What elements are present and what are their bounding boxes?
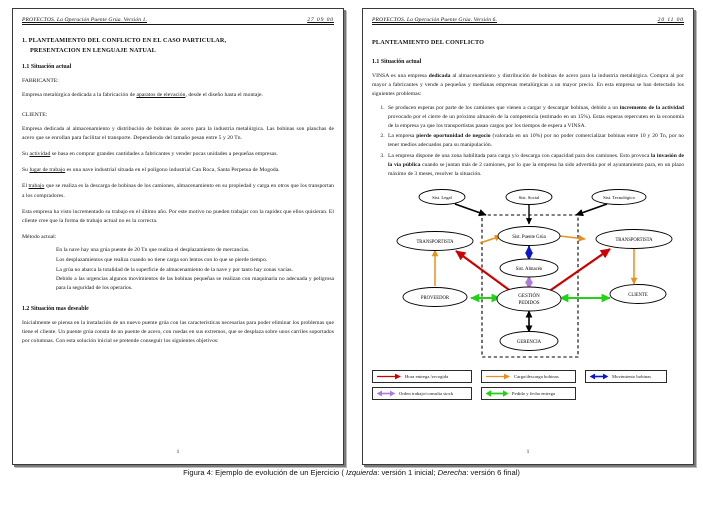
arrow-red-icon (376, 373, 402, 380)
metodo-actual-list (22, 246, 334, 294)
running-head-title: PROYECTOS. La Operación Puente Grúa. Versión 1. (22, 17, 148, 23)
running-head-title: PROYECTOS. La Operación Puente Grúa. Versión 6. (372, 17, 498, 23)
label-fabricante: FABRICANTE: (22, 78, 59, 85)
node-sist-almacen (500, 259, 558, 277)
para-frag: , desde el diseño hasta el montaje. (185, 92, 263, 99)
diagram-svg (372, 189, 684, 365)
paragraph-actividad (22, 150, 334, 159)
underlined-term-trabajo: trabajo (28, 183, 45, 190)
legend-label: Orden trabajo/consulta stock (399, 391, 454, 397)
list-item: En la nave hay una grúa puente de 20 Tn que realiza el desplazamiento de mercancías. (56, 246, 250, 253)
legend-item-movimiento (585, 370, 667, 383)
paragraph-lugar (22, 166, 334, 175)
document-page-left (12, 8, 344, 465)
system-context-diagram (372, 189, 684, 364)
document-page-right (362, 8, 694, 465)
item-frag: La empresa (388, 133, 417, 140)
para-frag: VINSA es una empresa (372, 72, 429, 79)
legend-label: Movimiento bobinas (612, 374, 652, 380)
node-transportista-izq (397, 232, 473, 251)
list-item (386, 132, 684, 150)
underlined-term-actividad: actividad (29, 151, 51, 158)
paragraph-deseable: Inicialmente se piensa en la instalación de un nuevo puente grúa con las características necesarias para poder eliminar los problemas que tiene el cliente. Un puente grúa consta de un puente de acero, con ruedas en sus extremos, que se desplaza sobre unos carriles soportados por columnas. Con esta solución inicial se pretende conseguir los siguientes objetivos: (22, 320, 334, 345)
para-frag: Su (22, 167, 30, 174)
problemas-list (372, 104, 684, 179)
edge-legal-to-system (455, 204, 486, 215)
page-right-content (372, 17, 684, 458)
legend-item-pedido-fecha (481, 387, 576, 400)
node-label-line1: GESTIÓN (518, 294, 540, 300)
node-label: Sist. Social (518, 195, 540, 201)
node-label-line2: PEDIDOS (518, 301, 540, 307)
page-title-line2: PRESENTACION EN LENGUAJE NATUAL (30, 46, 156, 54)
node-label: Sist. Puente Grúa (512, 235, 546, 241)
underlined-term-aparatos: aparatos de elevación (136, 92, 186, 99)
para-frag: se basa en comprar grandes cantidades a fabricantes y vender pocas unidades a pequeñas empresas. (50, 151, 278, 158)
section-heading-1-1: 1.1 Situación actual (22, 64, 72, 71)
node-transportista-der (596, 230, 672, 249)
paragraph-intro-vinsa (372, 72, 684, 99)
arrow-blue-double-icon (589, 373, 609, 380)
node-label: TRANSPORTISTA (615, 238, 653, 244)
running-head-left (22, 17, 334, 25)
bold-term: pierde oportunidad de negocio (416, 133, 491, 140)
node-gerencia (500, 332, 558, 351)
node-label: Sist. Legal (432, 195, 452, 201)
legend-label: Hora entrega /recogida (405, 374, 449, 380)
legend-label: Carga/descarga bobinas (514, 374, 559, 380)
paragraph-incremento: Esta empresa ha visto incrementado su trabajo en el último año. Por este motivo no pueden trabajar con la rapidez que ellos quisieran. El cliente cree que la forma de trabajo actual no es la correcta. (22, 208, 334, 224)
node-label: Sist. Tecnológico (603, 195, 635, 201)
bold-term-dedicada: dedicada (428, 72, 451, 79)
item-frag: (valorada en un 10%) por no poder comercializar bobinas entre 10 y 20 Tn, por no tener medios adecuados para su manipulación. (388, 133, 684, 149)
node-sist-tecnologico (592, 190, 646, 205)
node-label: Sist. Almacén (515, 267, 543, 273)
paragraph-fabricante (22, 91, 334, 100)
underlined-term-lugar: lugar de trabajo (29, 167, 66, 174)
running-head-right (372, 17, 684, 25)
para-frag: Su (22, 151, 30, 158)
figure-caption (0, 468, 703, 477)
list-item (386, 104, 684, 131)
legend-item-carga-descarga (481, 370, 576, 383)
node-label: TRANSPORTISTA (416, 240, 454, 246)
label-metodo-actual: Método actual: (22, 233, 57, 240)
node-sist-puente-grua (498, 227, 560, 246)
bold-term: incremento de la actividad (619, 104, 684, 111)
legend-label: Pedido y fecha entrega (512, 391, 556, 397)
arrow-purple-double-icon (376, 390, 396, 397)
legend-item-hora-entrega (372, 370, 472, 383)
caption-frag: : versión 1 inicial; (377, 468, 438, 477)
item-frag: Se producen esperas por parte de los camiones que vienen a cargar y descargar bobinas, debido a un (388, 104, 620, 111)
caption-frag: Figura 4: Ejemplo de evolución de un Ejercicio ( (183, 468, 346, 477)
bold-term: la invasión de la vía pública (388, 152, 684, 169)
running-head-date: 27 09 00 (307, 17, 334, 23)
node-label: PROVEEDOR (420, 296, 450, 302)
paragraph-trabajo (22, 182, 334, 200)
page-title-line1: 1. PLANTEAMIENTO DEL CONFLICTO EN EL CASO PARTICULAR, (22, 37, 227, 44)
para-frag: al almacenamiento y distribución de bobinas de acero para la industria metalúrgica. Compra al por mayor a fabricantes y vende a pequeñas y medianas empresas metalúrgicas a un mayor precio. En esta empresa se han detectado los siguientes problemas: (372, 72, 685, 97)
page-left-content (22, 17, 334, 458)
legend-item-orden-trabajo (372, 387, 472, 400)
edge-carga-grua-to-der (560, 236, 585, 239)
list-item (386, 152, 684, 179)
page-number-right: 1 (526, 449, 530, 455)
node-sist-social (506, 190, 552, 205)
caption-emphasis-izquierda: Izquierda (346, 468, 378, 477)
node-label: CLIENTE (628, 293, 648, 299)
legend-row-1 (372, 370, 684, 383)
node-sist-legal (419, 190, 465, 205)
caption-emphasis-derecha: Derecha (437, 468, 467, 477)
caption-frag: : versión 6 final) (466, 468, 520, 477)
list-item: Los desplazamientos que realiza cuando no tiene carga son lentos con lo que se pierde tiempo. (56, 256, 268, 263)
section-heading-1-2: 1.2 Situación mas deseable (22, 306, 89, 313)
node-label: GERENCIA (516, 340, 542, 346)
arrow-green-double-icon (485, 390, 509, 397)
paragraph-cliente: Empresa dedicada al almacenamiento y distribución de bobinas de acero para la industria metalúrgica. Las bobinas son planchas de acero que se enrollan para facilitar el transporte. Dependiendo del tamaño pesan entre 5 y 20 Tn. (22, 126, 334, 142)
page-title (22, 36, 334, 55)
diagram-legend (372, 370, 684, 400)
page-title: PLANTEAMIENTO DEL CONFLICTO (372, 39, 485, 46)
node-cliente (610, 285, 666, 304)
list-item: La grúa no abarca la totalidad de la superficie de almacenamiento de la nave y por tanto hay zonas vacías. (56, 266, 294, 273)
node-proveedor (403, 288, 467, 307)
item-frag: La empresa dispone de una zona habilitada para carga y/o descarga con capacidad para dos camiones. Esto provoca (388, 152, 651, 159)
item-frag: provocado por el cierre de un próximo almacén de la competencia (estimado en un 15%). Estas esperas repercuten en la economía de la empresa ya que los transportistas pasan cargos por los tiempos de espera a VINSA. (388, 113, 684, 129)
page-number-left: 1 (176, 449, 180, 455)
item-frag: cuando se juntan más de 2 camiones, por lo que la empresa ha sido advertida por el ayuntamiento para, en un plazo máximo de 3 meses, resolver la situación. (388, 162, 684, 178)
running-head-date: 20 11 00 (657, 17, 684, 23)
label-cliente: CLIENTE: (22, 112, 48, 119)
para-frag: que se realiza es la descarga de bobinas de los camiones, almacenamiento en su propiedad y carga en otros que los transportan a los compradores. (22, 183, 334, 199)
section-heading-1-1: 1.1 Situación actual (372, 58, 422, 65)
para-frag: es una nave industrial situada en el polígono industrial Can Roca, Santa Perpetua de Mogoda. (65, 167, 280, 174)
arrow-orange-icon (485, 373, 511, 380)
para-frag: El (22, 183, 29, 190)
list-item: Debido a las urgencias algunos movimientos de las bobinas pequeñas se realizan con maquinaria no adecuada y peligrosa para la seguridad de los operarios. (56, 276, 334, 292)
para-frag: Empresa metalúrgica dedicada a la fabricación de (22, 92, 137, 99)
node-gestion-pedidos (497, 287, 561, 311)
legend-row-2 (372, 387, 684, 400)
edge-tecnologico-to-system (576, 204, 607, 215)
